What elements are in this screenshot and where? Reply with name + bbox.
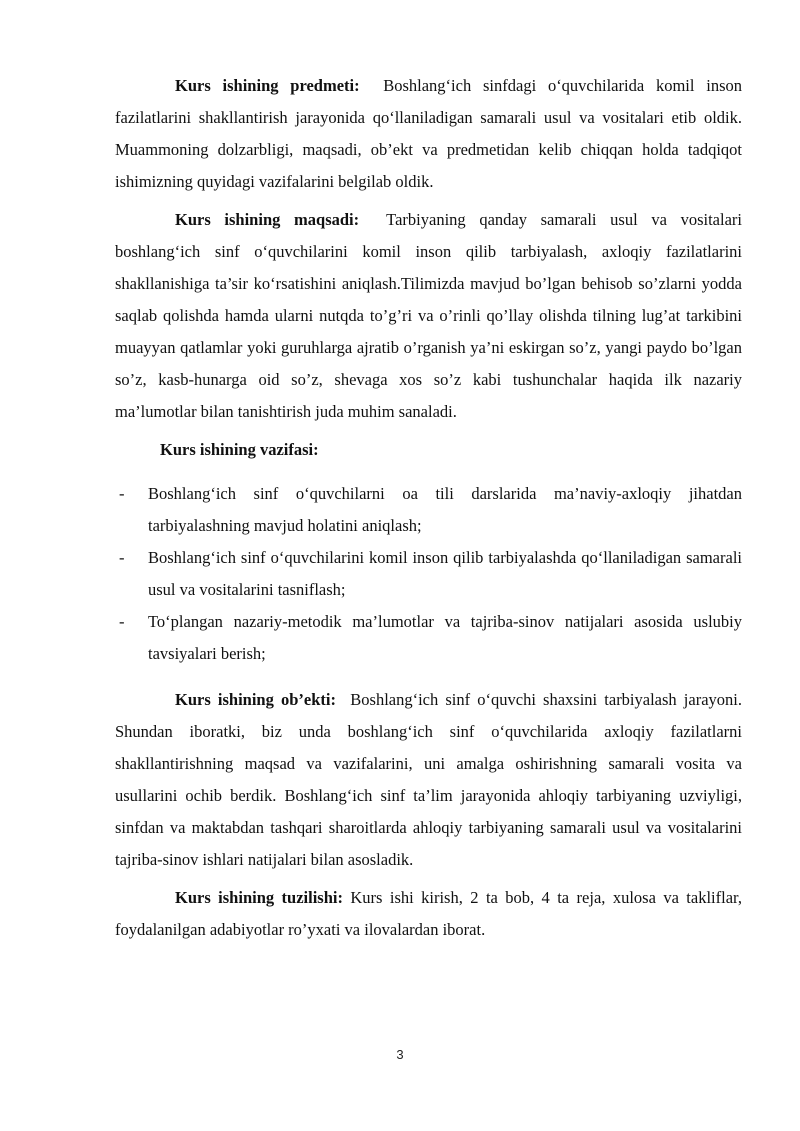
heading-tuzilishi: Kurs ishining tuzilishi: [175, 888, 343, 907]
list-item [115, 542, 742, 606]
list-bullet: - [119, 484, 125, 503]
list-item-text: To‘plangan nazariy-metodik ma’lumotlar va tajriba-sinov natijalari asosida uslubiy tavsiyalari berish; [148, 612, 742, 663]
heading-vazifasi: Kurs ishining vazifasi: [160, 440, 319, 459]
list-item-text: Boshlang‘ich sinf o‘quvchilarini komil inson qilib tarbiyalashda qo‘llaniladigan samarali usul va vositalarini tasniflash; [148, 548, 742, 599]
tasks-list [115, 478, 742, 670]
heading-obekti: Kurs ishining ob’ekti: [175, 690, 336, 709]
text-tuzilishi: Kurs ishi kirish, 2 ta bob, 4 ta reja, xulosa va takliflar, foydalanilgan adabiyotlar ro’yxati va ilovalardan iborat. [115, 888, 742, 939]
paragraph-predmeti [115, 70, 742, 198]
text-predmeti: Boshlang‘ich sinfdagi o‘quvchilarida komil inson fazilatlarini shakllantirish jarayonida qo‘llaniladigan samarali usul va vositalari etib oldik. Muammoning dolzarbligi, maqsadi, ob’ekt va predmetidan kelib chiqqan holda tadqiqot ishimizning quyidagi vazifalarini belgilab oldik. [115, 76, 742, 191]
heading-predmeti: Kurs ishining predmeti: [175, 76, 360, 95]
page-number: 3 [396, 1047, 404, 1062]
paragraph-tuzilishi [115, 882, 742, 946]
text-obekti: Boshlang‘ich sinf o‘quvchi shaxsini tarbiyalash jarayoni. Shundan iboratki, biz unda boshlang‘ich sinf o‘quvchilarida axloqiy fazilatlarni shakllantirishning maqsad va vazifalarini, uni amalga oshirishning samarali vosita va usullarini ochib berdik. Boshlang‘ich sinf ta’lim jarayonida ahloqiy tarbiyaning uzviyligi, sinfdan va maktabdan tashqari sharoitlarda ahloqiy tarbiyaning samarali usul va vositalarini tajriba-sinov ishlari natijalari bilan asosladik. [115, 690, 742, 869]
list-item-text: Boshlang‘ich sinf o‘quvchilarni oa tili darslarida ma’naviy-axloqiy jihatdan tarbiyalashning mavjud holatini aniqlash; [148, 484, 742, 535]
paragraph-maqsadi [115, 204, 742, 428]
text-maqsadi: Tarbiyaning qanday samarali usul va vositalari boshlang‘ich sinf o‘quvchilarini komil inson qilib tarbiyalash, axloqiy fazilatlarini shakllanishiga ta’sir ko‘rsatishini aniqlash.Tilimizda mavjud bo’lgan behisob so’zlarni yodda saqlab qolishda hamda ularni nutqda to’g’ri va o’rinli qo’llay olishda tilning lug’at tarkibini muayyan qatlamlar yoki guruhlarga ajratib o’rganish ya’ni eskirgan so’z, yangi paydo bo’lgan so’z, kasb-hunarga oid so’z, shevaga xos so’z kabi tushunchalar haqida ilk nazariy ma’lumotlar bilan tanishtirish juda muhim sanaladi. [115, 210, 742, 421]
list-bullet: - [119, 612, 125, 631]
list-item [115, 478, 742, 542]
list-bullet: - [119, 548, 125, 567]
document-page [115, 70, 742, 952]
paragraph-obekti [115, 684, 742, 876]
list-item [115, 606, 742, 670]
heading-maqsadi: Kurs ishining maqsadi: [175, 210, 360, 229]
